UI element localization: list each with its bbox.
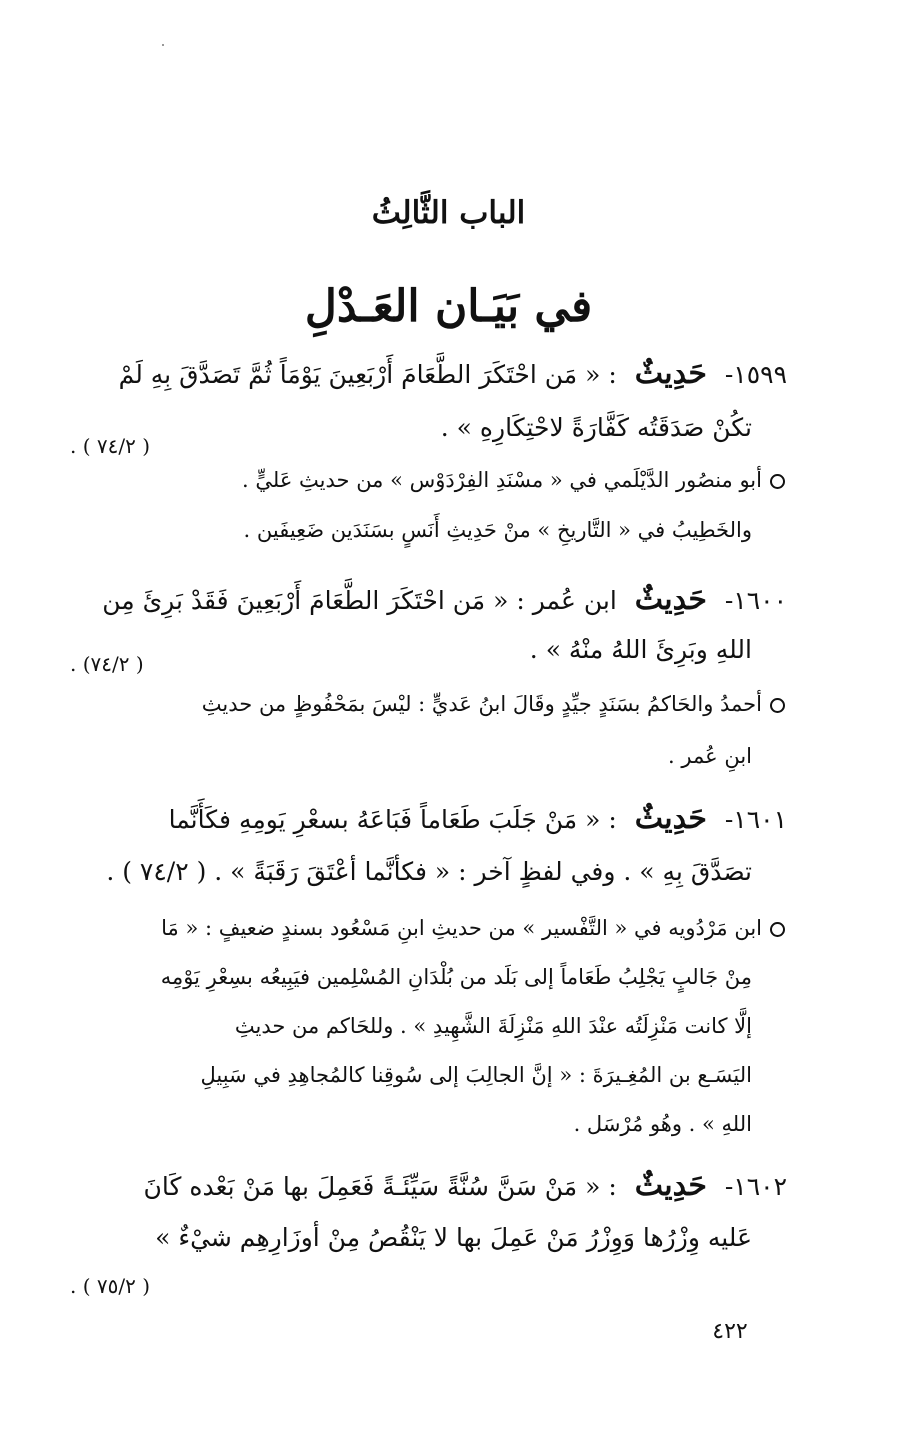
hadith-1601-line2: تصَدَّقَ بِهِ » . وفي لفظٍ آخر : « فكأنَّما أعْتَقَ رَقَبَةً » . ( ٧٤/٢ ) . bbox=[106, 857, 752, 886]
takhrij-1600-line2: ابنِ عُمر . bbox=[668, 744, 752, 768]
takhrij-1600-line1: أحمدُ والحَاكمُ بسَنَدٍ جيِّدٍ وقَالَ ابنُ عَديٍّ : ليْسَ بمَحْفُوظٍ من حديثِ bbox=[70, 682, 785, 726]
hadith-number: ١٦٠٢- bbox=[724, 1172, 787, 1201]
hadith-1600-line1 bbox=[70, 578, 787, 623]
takhrij-1601-line1: ابن مَرْدُويه في « التَّفْسير » من حديثِ ابنِ مَسْعُود بسندٍ ضعيفٍ : « مَا bbox=[70, 906, 785, 950]
takhrij-1599-line1: أبو منصُور الدَّيْلَمي في « مسْنَدِ الفِرْدَوْس » من حديثِ عَليٍّ . bbox=[70, 458, 785, 502]
hadith-1601-line1 bbox=[70, 797, 787, 842]
hadith-word: حَدِيثٌ bbox=[634, 801, 707, 836]
hadith-1599-line2: تكُنْ صَدَقَتُه كَفَّارَةً لاحْتِكَارِهِ » . bbox=[440, 413, 752, 442]
circle-bullet-icon bbox=[770, 698, 785, 713]
hadith-number: ١٥٩٩- bbox=[724, 360, 787, 389]
circle-bullet-icon bbox=[770, 474, 785, 489]
takhrij-1601-line4: اليَسَـع بن المُغِـيرَةَ : « إنَّ الجالِبَ إلى سُوقِنا كالمُجاهِدِ في سَبِيلِ bbox=[200, 1063, 752, 1087]
hadith-1602-line1 bbox=[70, 1164, 787, 1209]
hadith-1600-line2: اللهِ وبَرِئَ اللهُ منْهُ » . bbox=[529, 635, 752, 664]
takhrij-1601-line3: إلَّا كانت مَنْزِلَتُه عنْدَ اللهِ مَنْزِلَةَ الشَّهِيدِ » . وللحَاكم من حديثِ bbox=[234, 1014, 752, 1038]
hadith-1602-ref: ( ٧٥/٢ ) . bbox=[70, 1274, 151, 1298]
hadith-text: : « مَن احْتَكَرَ الطَّعَامَ أَرْبَعِينَ يَوْمَاً ثُمَّ تَصَدَّقَ بِهِ لَمْ bbox=[118, 360, 617, 389]
takhrij-1599-line2: والخَطِيبُ في « التَّاريخِ » منْ حَدِيثِ أَنَسٍ بسَنَدَين ضَعِيفَين . bbox=[243, 518, 752, 542]
section-title: في بَيَـان العَـدْلِ bbox=[304, 281, 593, 332]
takhrij-1601-line2: مِنْ جَالبٍ يَجْلِبُ طَعَاماً إلى بَلَد من بُلْدَانِ المُسْلِمين فيَبِيعُه بسِعْرِ يَوْمِه bbox=[160, 965, 752, 989]
circle-bullet-icon bbox=[770, 922, 785, 937]
hadith-1602-line2: عَليه وِزْرُها وَوِزْرُ مَنْ عَمِلَ بها لا يَنْقُصُ مِنْ أوزَارِهِم شيْءٌ » bbox=[155, 1223, 752, 1252]
chapter-title: الباب الثَّالِثُ bbox=[371, 195, 526, 231]
hadith-number: ١٦٠١- bbox=[724, 805, 787, 834]
hadith-1599-ref: ( ٧٤/٢ ) . bbox=[70, 434, 151, 458]
hadith-1599-line1 bbox=[70, 352, 787, 397]
hadith-word: حَدِيثٌ bbox=[634, 582, 707, 617]
page-number: ٤٢٢ bbox=[712, 1319, 748, 1344]
hadith-word: حَدِيثٌ bbox=[634, 356, 707, 391]
hadith-text: ابن عُمر : « مَن احْتَكَرَ الطَّعَامَ أَرْبَعِينَ فَقَدْ بَرِئَ مِن bbox=[102, 586, 617, 615]
hadith-1600-ref: ( ٧٤/٢) . bbox=[70, 652, 144, 676]
takhrij-1601-line5: اللهِ » . وهُو مُرْسَل . bbox=[573, 1112, 752, 1136]
hadith-text: : « مَنْ جَلَبَ طَعَاماً فَبَاعَهُ بسعْرِ يَومِهِ فكَأَنَّما bbox=[168, 805, 617, 834]
scan-speck bbox=[162, 44, 164, 46]
hadith-number: ١٦٠٠- bbox=[724, 586, 787, 615]
hadith-word: حَدِيثٌ bbox=[634, 1168, 707, 1203]
hadith-text: : « مَنْ سَنَّ سُنَّةً سَيِّئَـةً فَعَمِلَ بها مَنْ بَعْده كَانَ bbox=[143, 1172, 617, 1201]
